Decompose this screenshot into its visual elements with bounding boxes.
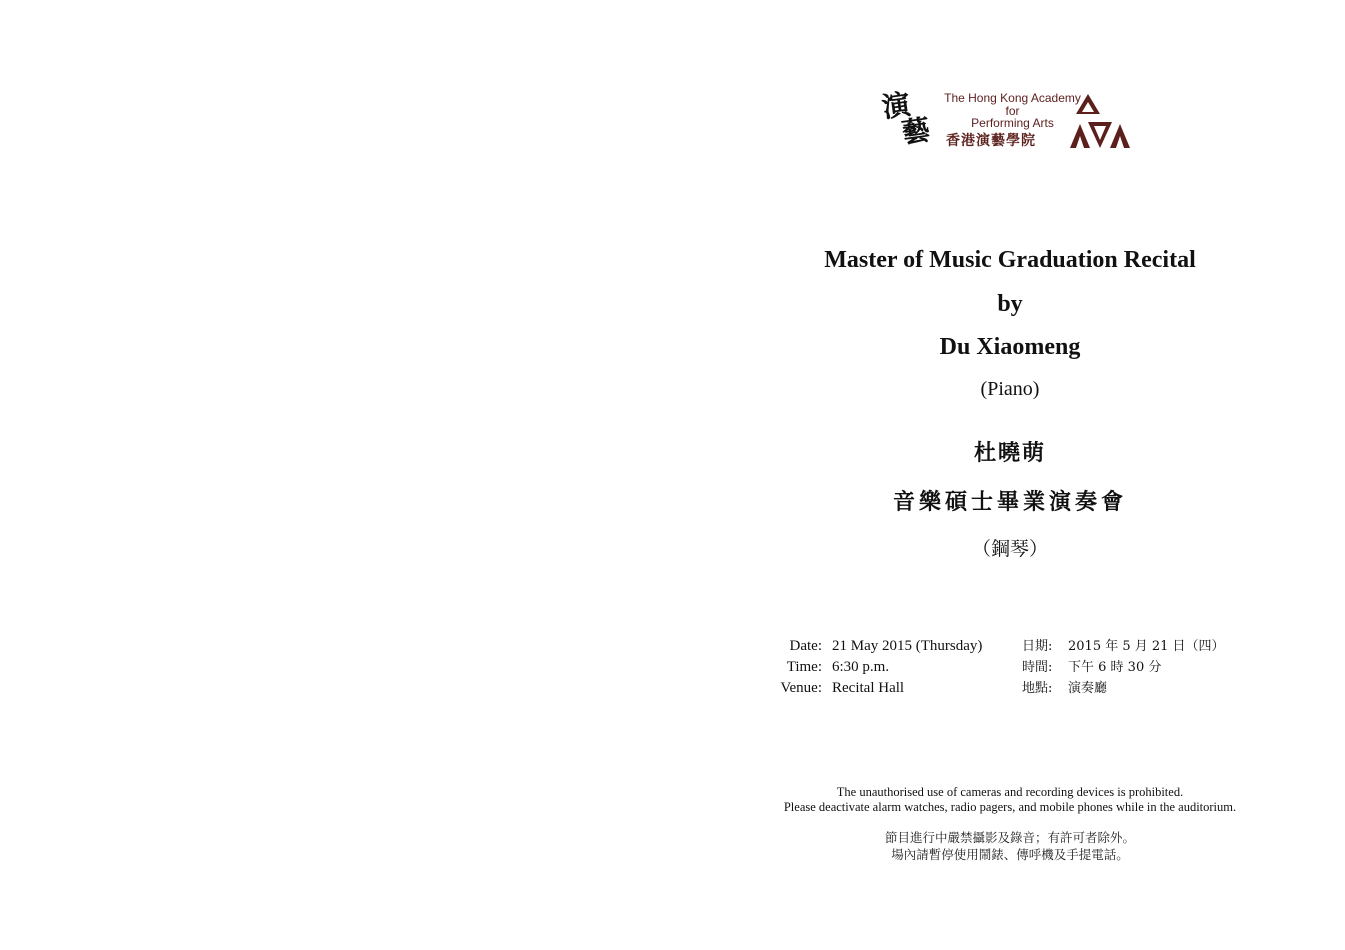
date-label: Date:	[789, 638, 822, 654]
detail-row-date	[770, 636, 982, 657]
time-label: Time:	[786, 659, 822, 675]
date-value: 21 May 2015 (Thursday)	[832, 638, 983, 654]
time-value-zh: 下午 6 時 30 分	[1068, 660, 1162, 675]
detail-row-time-zh	[1022, 657, 1225, 678]
venue-label: Venue:	[780, 680, 822, 696]
detail-row-venue	[770, 678, 982, 699]
apa-emblem-icon	[1068, 92, 1132, 150]
event-details-zh	[1022, 636, 1225, 699]
performer-name: Du Xiaomeng	[939, 334, 1081, 360]
notice-zh-line2: 場內請暫停使用鬧錶、傳呼機及手提電話。	[891, 847, 1129, 862]
notice-en-line2: Please deactivate alarm watches, radio pagers, and mobile phones while in the auditorium.	[783, 800, 1237, 814]
performer-name-zh: 杜曉萌	[973, 440, 1046, 466]
recital-title: Master of Music Graduation Recital	[824, 247, 1196, 273]
recital-title-zh: 音樂碩士畢業演奏會	[892, 489, 1127, 515]
logo-en-line2: for	[1005, 103, 1020, 118]
time-value: 6:30 p.m.	[832, 659, 890, 675]
date-value-zh: 2015 年 5 月 21 日（四）	[1068, 639, 1225, 654]
instrument-zh: （鋼琴）	[971, 538, 1048, 560]
detail-row-venue-zh	[1022, 678, 1225, 699]
venue-label-zh: 地點:	[1022, 681, 1053, 696]
notice-zh-line1: 節目進行中嚴禁攝影及錄音；有許可者除外。	[884, 830, 1135, 845]
detail-row-date-zh	[1022, 636, 1225, 657]
notice-en	[760, 785, 1260, 815]
detail-row-time	[770, 657, 982, 678]
notice-zh	[760, 829, 1260, 863]
logo-en-line3: Performing Arts	[971, 116, 1054, 130]
venue-value: Recital Hall	[832, 680, 905, 696]
notice-en-line1: The unauthorised use of cameras and recording devices is prohibited.	[836, 785, 1184, 799]
title-by: by	[997, 291, 1023, 317]
time-label-zh: 時間:	[1022, 660, 1053, 675]
logo-zh: 香港演藝學院	[946, 132, 1036, 149]
event-details-en	[770, 636, 982, 699]
venue-value-zh: 演奏廳	[1068, 681, 1108, 696]
date-label-zh: 日期:	[1022, 639, 1053, 654]
academy-logo	[879, 87, 1144, 156]
logo-en-line1: The Hong Kong Academy	[944, 91, 1081, 105]
instrument: (Piano)	[980, 378, 1040, 400]
logo-calligraphy: 演 藝	[879, 87, 933, 150]
logo-text	[940, 92, 1085, 150]
